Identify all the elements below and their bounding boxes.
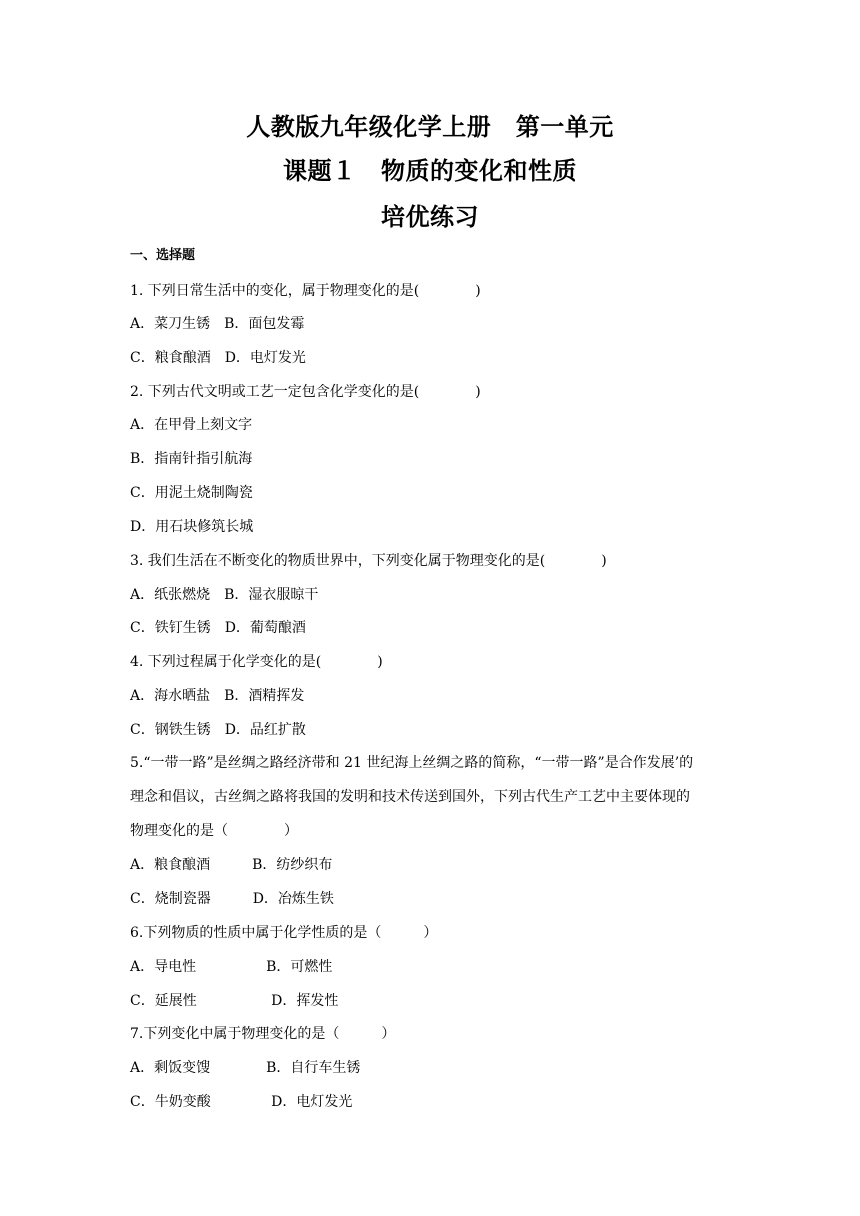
question-5-option-line: C．烧制瓷器 D．冶炼生铁 <box>130 891 334 907</box>
question-1-stem: 1. 下列日常生活中的变化，属于物理变化的是( ) <box>130 283 481 299</box>
question-2-option-c: C．用泥土烧制陶瓷 <box>130 485 253 501</box>
question-4-option-line: C．钢铁生锈 D．品红扩散 <box>130 722 306 738</box>
question-1-option-line: A．菜刀生锈 B．面包发霉 <box>130 316 305 332</box>
title-line-2: 课题１ 物质的变化和性质 <box>283 157 577 185</box>
question-2-stem: 2. 下列古代文明或工艺一定包含化学变化的是( ) <box>130 384 481 400</box>
question-5-stem-line-1: 5.“一带一路”是丝绸之路经济带和 21 世纪海上丝绸之路的简称，“一带一路”是合作发展’的 <box>130 755 694 771</box>
question-3-option-line: C．铁钉生锈 D．葡萄酿酒 <box>130 620 306 636</box>
question-5-option-line: A．粮食酿酒 B．纺纱织布 <box>130 857 333 873</box>
question-3-stem: 3. 我们生活在不断变化的物质世界中，下列变化属于物理变化的是( ) <box>130 553 607 569</box>
question-7-stem: 7.下列变化中属于物理变化的是（ ） <box>130 1026 396 1042</box>
question-5-stem-line-3: 物理变化的是（ ） <box>130 823 298 839</box>
question-5-stem-line-2: 理念和倡议，古丝绸之路将我国的发明和技术传送到国外，下列古代生产工艺中主要体现的 <box>130 789 690 805</box>
question-7-option-line: C．牛奶变酸 D．电灯发光 <box>130 1094 353 1110</box>
section-heading: 一、选择题 <box>130 248 196 263</box>
title-line-1: 人教版九年级化学上册 第一单元 <box>246 113 614 141</box>
question-2-option-d: D．用石块修筑长城 <box>130 519 254 535</box>
question-4-stem: 4. 下列过程属于化学变化的是( ) <box>130 654 383 670</box>
question-6-option-line: A．导电性 B．可燃性 <box>130 959 333 975</box>
question-1-option-line: C．粮食酿酒 D．电灯发光 <box>130 350 306 366</box>
question-7-option-line: A．剩饭变馊 B．自行车生锈 <box>130 1060 361 1076</box>
question-6-option-line: C．延展性 D．挥发性 <box>130 993 339 1009</box>
question-2-option-a: A．在甲骨上刻文字 <box>130 417 253 433</box>
question-6-stem: 6.下列物质的性质中属于化学性质的是（ ） <box>130 925 438 941</box>
question-2-option-b: B．指南针指引航海 <box>130 451 253 467</box>
title-line-3: 培优练习 <box>381 203 479 231</box>
question-4-option-line: A．海水晒盐 B．酒精挥发 <box>130 688 305 704</box>
question-3-option-line: A．纸张燃烧 B．湿衣服晾干 <box>130 587 319 603</box>
